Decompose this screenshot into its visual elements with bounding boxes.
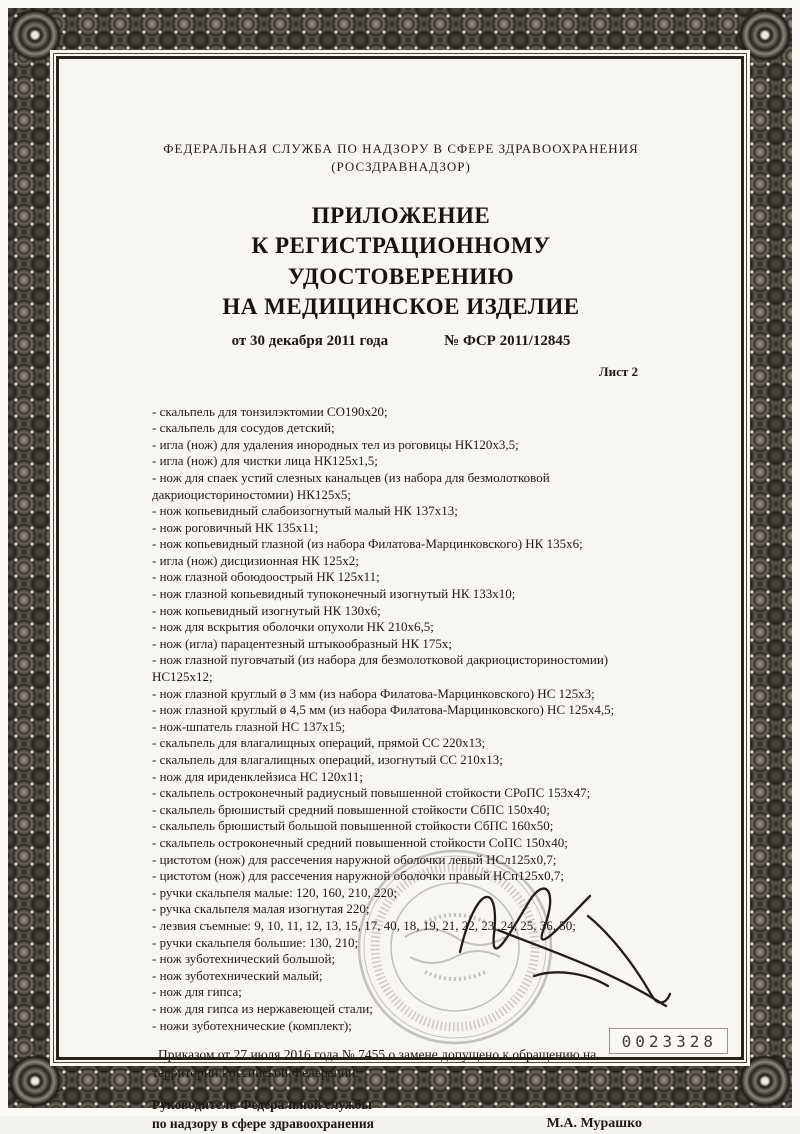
registration-number: № ФСР 2011/12845 (444, 332, 571, 349)
list-item: - нож-шпатель глазной НС 137х15; (152, 718, 346, 734)
issuing-agency (152, 140, 650, 175)
list-item: - нож зуботехнический большой; (152, 951, 336, 967)
list-item: - скальпель брюшистый средний повышенной стойкости СбПС 150х40; (152, 801, 550, 817)
agency-short-name: (РОСЗДРАВНАДЗОР) (331, 158, 471, 174)
sheet-number: Лист 2 (598, 363, 638, 379)
list-item: - скальпель брюшистый большой повышенной стойкости СбПС 160х50; (152, 818, 554, 834)
signature-icon (438, 856, 688, 1026)
list-item: - игла (нож) для удаления инородных тел из роговицы НК120х3,5; (152, 436, 519, 452)
list-item: - нож глазной круглый ø 4,5 мм (из набора Филатова-Марцинковского) НС 125х4,5; (152, 702, 615, 718)
list-item: - нож глазной копьевидный тупоконечный изогнутый НК 133х10; (152, 586, 516, 602)
signer-title (152, 1095, 374, 1134)
list-item: - ручки скальпеля большие: 130, 210; (152, 934, 359, 950)
list-item: - нож копьевидный глазной (из набора Филатова-Марцинковского) НК 135х6; (152, 536, 583, 552)
list-item: - нож для гипса; (152, 984, 242, 1000)
list-item: - скальпель для влагалищных операций, изогнутый СС 210х13; (152, 752, 503, 767)
list-item: - цистотом (нож) для рассечения наружной оболочки правый НСп125х0,7; (152, 868, 564, 884)
list-item: - нож (игла) парацентезный штыкообразный НК 175х; (152, 635, 452, 651)
document-info-line (152, 333, 650, 350)
title-line-1: ПРИЛОЖЕНИЕ (311, 203, 491, 229)
list-item: - нож копьевидный слабоизогнутый малый НК 137х13; (152, 503, 458, 519)
list-item: - нож глазной круглый ø 3 мм (из набора Филатова-Марцинковского) НС 125х3; (152, 685, 595, 701)
list-item: - скальпель для сосудов детский; (152, 420, 335, 436)
list-item: - игла (нож) дисцизионная НК 125х2; (152, 552, 359, 568)
list-item: - игла (нож) для чистки лица НК125х1,5; (152, 453, 378, 469)
title-line-2: К РЕГИСТРАЦИОННОМУ УДОСТОВЕРЕНИЮ (251, 233, 551, 289)
list-item: - нож для вскрытия оболочки опухоли НК 210х6,5; (152, 619, 434, 635)
list-item: - скальпель для тонзилэктомии СО190х20; (152, 403, 388, 419)
signer-title-line-2: по надзору в сфере здравоохранения (152, 1116, 374, 1132)
list-item: - нож для спаек устий слезных канальцев (из набора для безмолотковой дакриоцисториностомии) НК125х5; (152, 469, 550, 502)
signer-title-line-1: Руководитель Федеральной службы (152, 1096, 372, 1112)
list-item: - нож глазной пуговчатый (из набора для безмолотковой дакриоцисториностомии) НС125х12; (152, 652, 609, 685)
issue-date: от 30 декабря 2011 года (231, 332, 389, 349)
agency-name: ФЕДЕРАЛЬНАЯ СЛУЖБА ПО НАДЗОРУ В СФЕРЕ ЗДРАВООХРАНЕНИЯ (163, 141, 639, 156)
order-note: Приказом от 27 июля 2016 года № 7455 о замене допущено к обращению на территории Российской Федерации. (152, 1047, 597, 1081)
list-item: - цистотом (нож) для рассечения наружной оболочки левый НСл125х0,7; (152, 851, 557, 867)
list-item: - нож для ириденклейзиса НС 120х11; (152, 768, 364, 784)
list-item: - скальпель остроконечный средний повышенной стойкости СоПС 150х40; (152, 834, 568, 850)
blank-serial-number: 0023328 (609, 1028, 728, 1054)
list-item: - нож зуботехнический малый; (152, 967, 323, 983)
list-item: - скальпель остроконечный радиусный повышенной стойкости СРоПС 153х47; (152, 785, 591, 801)
list-item: - ножи зуботехнические (комплект); (152, 1017, 352, 1033)
list-item: - ручка скальпеля малая изогнутая 220; (152, 901, 370, 917)
list-item: - лезвия съемные: 9, 10, 11, 12, 13, 15, 17, 40, 18, 19, 21, 22, 23, 24, 25, 36, 50; (152, 917, 576, 933)
signature-row (152, 1095, 650, 1134)
list-item: - нож для гипса из нержавеющей стали; (152, 1000, 373, 1016)
title-line-3: НА МЕДИЦИНСКОЕ ИЗДЕЛИЕ (222, 294, 580, 320)
signer-name: М.А. Мурашко (546, 1115, 642, 1131)
document-paper (50, 50, 750, 1132)
list-item: - нож глазной обоюдоострый НК 125х11; (152, 569, 380, 585)
document-title (152, 201, 650, 322)
list-item: - нож роговичный НК 135х11; (152, 519, 319, 535)
list-item: - нож копьевидный изогнутый НК 130х6; (152, 602, 381, 618)
list-item: - скальпель для влагалищных операций, прямой СС 220х13; (152, 735, 486, 751)
list-item: - ручки скальпеля малые: 120, 160, 210, 220; (152, 884, 398, 900)
